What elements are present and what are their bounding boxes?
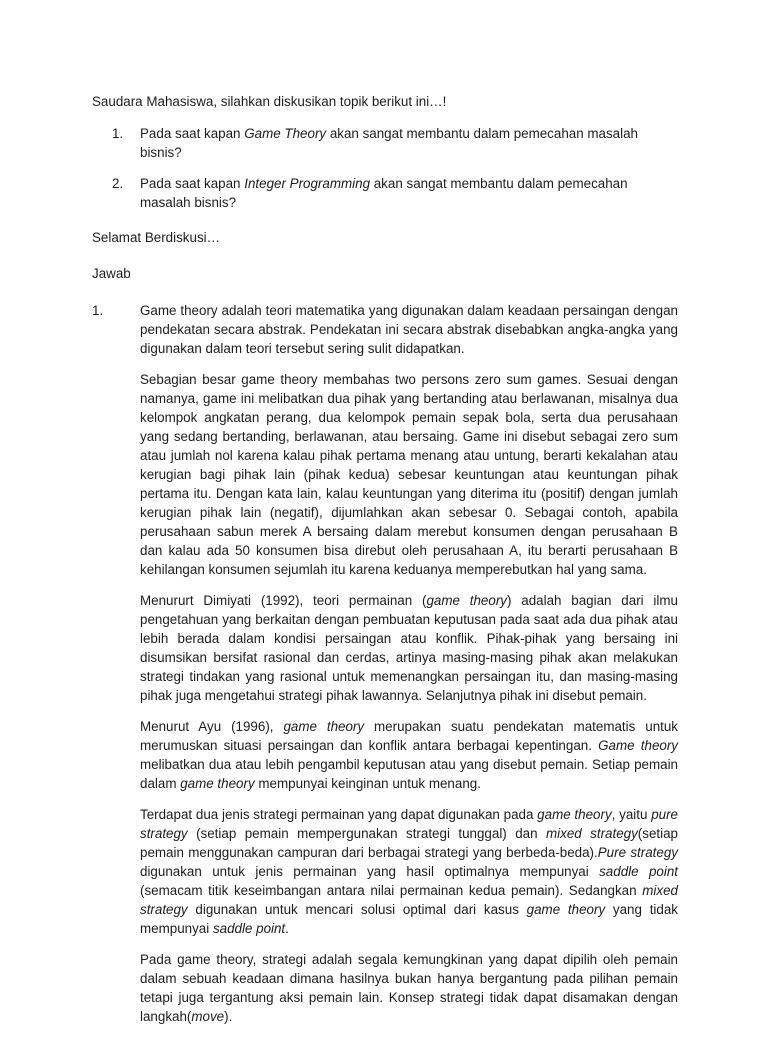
answer-paragraph-6: Pada game theory, strategi adalah segala kemungkinan yang dapat dipilih oleh pemain dalam sebuah keadaan dimana hasilnya bukan hanya bergantung pada pilihan pemain tetapi juga tergantung aksi pemain lain. Konsep strategi tidak dapat disamakan dengan langkah(move). — [140, 952, 678, 1024]
question-number: 2. — [112, 176, 124, 191]
answer-paragraph-4: Menurut Ayu (1996), game theory merupakan suatu pendekatan matematis untuk merumuskan situasi persaingan dan konflik antara berbagai kepentingan. Game theory melibatkan dua atau lebih pengambil keputusan atau yang disebut pemain. Setiap pemain dalam game theory mempunyai keinginan untuk menang. — [140, 719, 679, 791]
answer-item-1 — [92, 301, 678, 358]
closing-text: Selamat Berdiskusi… — [92, 230, 221, 245]
answer-paragraph-2: Sebagian besar game theory membahas two persons zero sum games. Sesuai dengan namanya, game ini melibatkan dua pihak yang bertanding atau berlawanan, misalnya dua kelompok angkatan perang, dua kelompok pemain sepak bola, serta dua perusahaan yang sedang bertanding, berlawanan, atau bersaing. Game ini disebut sebagai zero sum atau jumlah nol karena kalau pihak pertama menang atau untung, berarti kekalahan atau kerugian bagi pihak lain (pihak kedua) sebesar keuntungan atau keuntungan pihak pertama itu. Dengan kata lain, kalau keuntungan yang diterima itu (positif) dengan jumlah kerugian pihak lain (negatif), dijumlahkan akan sebesar 0. Sebagai contoh, apabila perusahaan sabun merek A bersaing dalam merebut konsumen dengan perusahaan B dan kalau ada 50 konsumen bisa direbut oleh perusahaan A, itu berarti perusahaan B kehilangan konsumen sejumlah itu karena keduanya memperebutkan hal yang sama. — [140, 372, 678, 577]
answer-paragraph-3: Menururt Dimiyati (1992), teori permainan (game theory) adalah bagian dari ilmu pengetahuan yang berkaitan dengan pembuatan keputusan pada saat ada dua pihak atau lebih berada dalam kondisi persaingan atau konflik. Pihak-pihak yang bersaing ini disumsikan bersifat rasional dan cerdas, artinya masing-masing pihak akan melakukan strategi tindakan yang rasional untuk memenangkan persaingan itu, dan masing-masing pihak juga mengetahui strategi pihak lawannya. Selanjutnya pihak ini disebut pemain. — [140, 593, 678, 703]
answer-paragraph-1: Game theory adalah teori matematika yang digunakan dalam keadaan persaingan dengan pendekatan secara abstrak. Pendekatan ini secara abstrak disebabkan angka-angka yang digunakan dalam teori tersebut sering sulit didapatkan. — [140, 303, 678, 356]
question-item-1: 1. Pada saat kapan Game Theory akan sangat membantu dalam pemecahan masalah bisnis? — [112, 126, 639, 160]
question-item-2: 2. Pada saat kapan Integer Programming akan sangat membantu dalam pemecahan masalah bisnis? — [112, 176, 628, 210]
document-body — [92, 92, 678, 1038]
answer-number: 1. — [92, 303, 104, 318]
answer-paragraph-5: Terdapat dua jenis strategi permainan yang dapat digunakan pada game theory, yaitu pure strategy (setiap pemain mempergunakan strategi tunggal) dan mixed strategy(setiap pemain menggunakan campuran dari berbagai strategi yang berbeda-beda).Pure strategy digunakan untuk jenis permainan yang hasil optimalnya mempunyai saddle point (semacam titik keseimbangan antara nilai permainan kedua pemain). Sedangkan mixed strategy digunakan untuk mencari solusi optimal dari kasus game theory yang tidak mempunyai saddle point. — [140, 807, 679, 936]
answer-heading: Jawab — [92, 266, 131, 281]
question-number: 1. — [112, 126, 124, 141]
intro-text: Saudara Mahasiswa, silahkan diskusikan topik berikut ini…! — [92, 94, 447, 109]
